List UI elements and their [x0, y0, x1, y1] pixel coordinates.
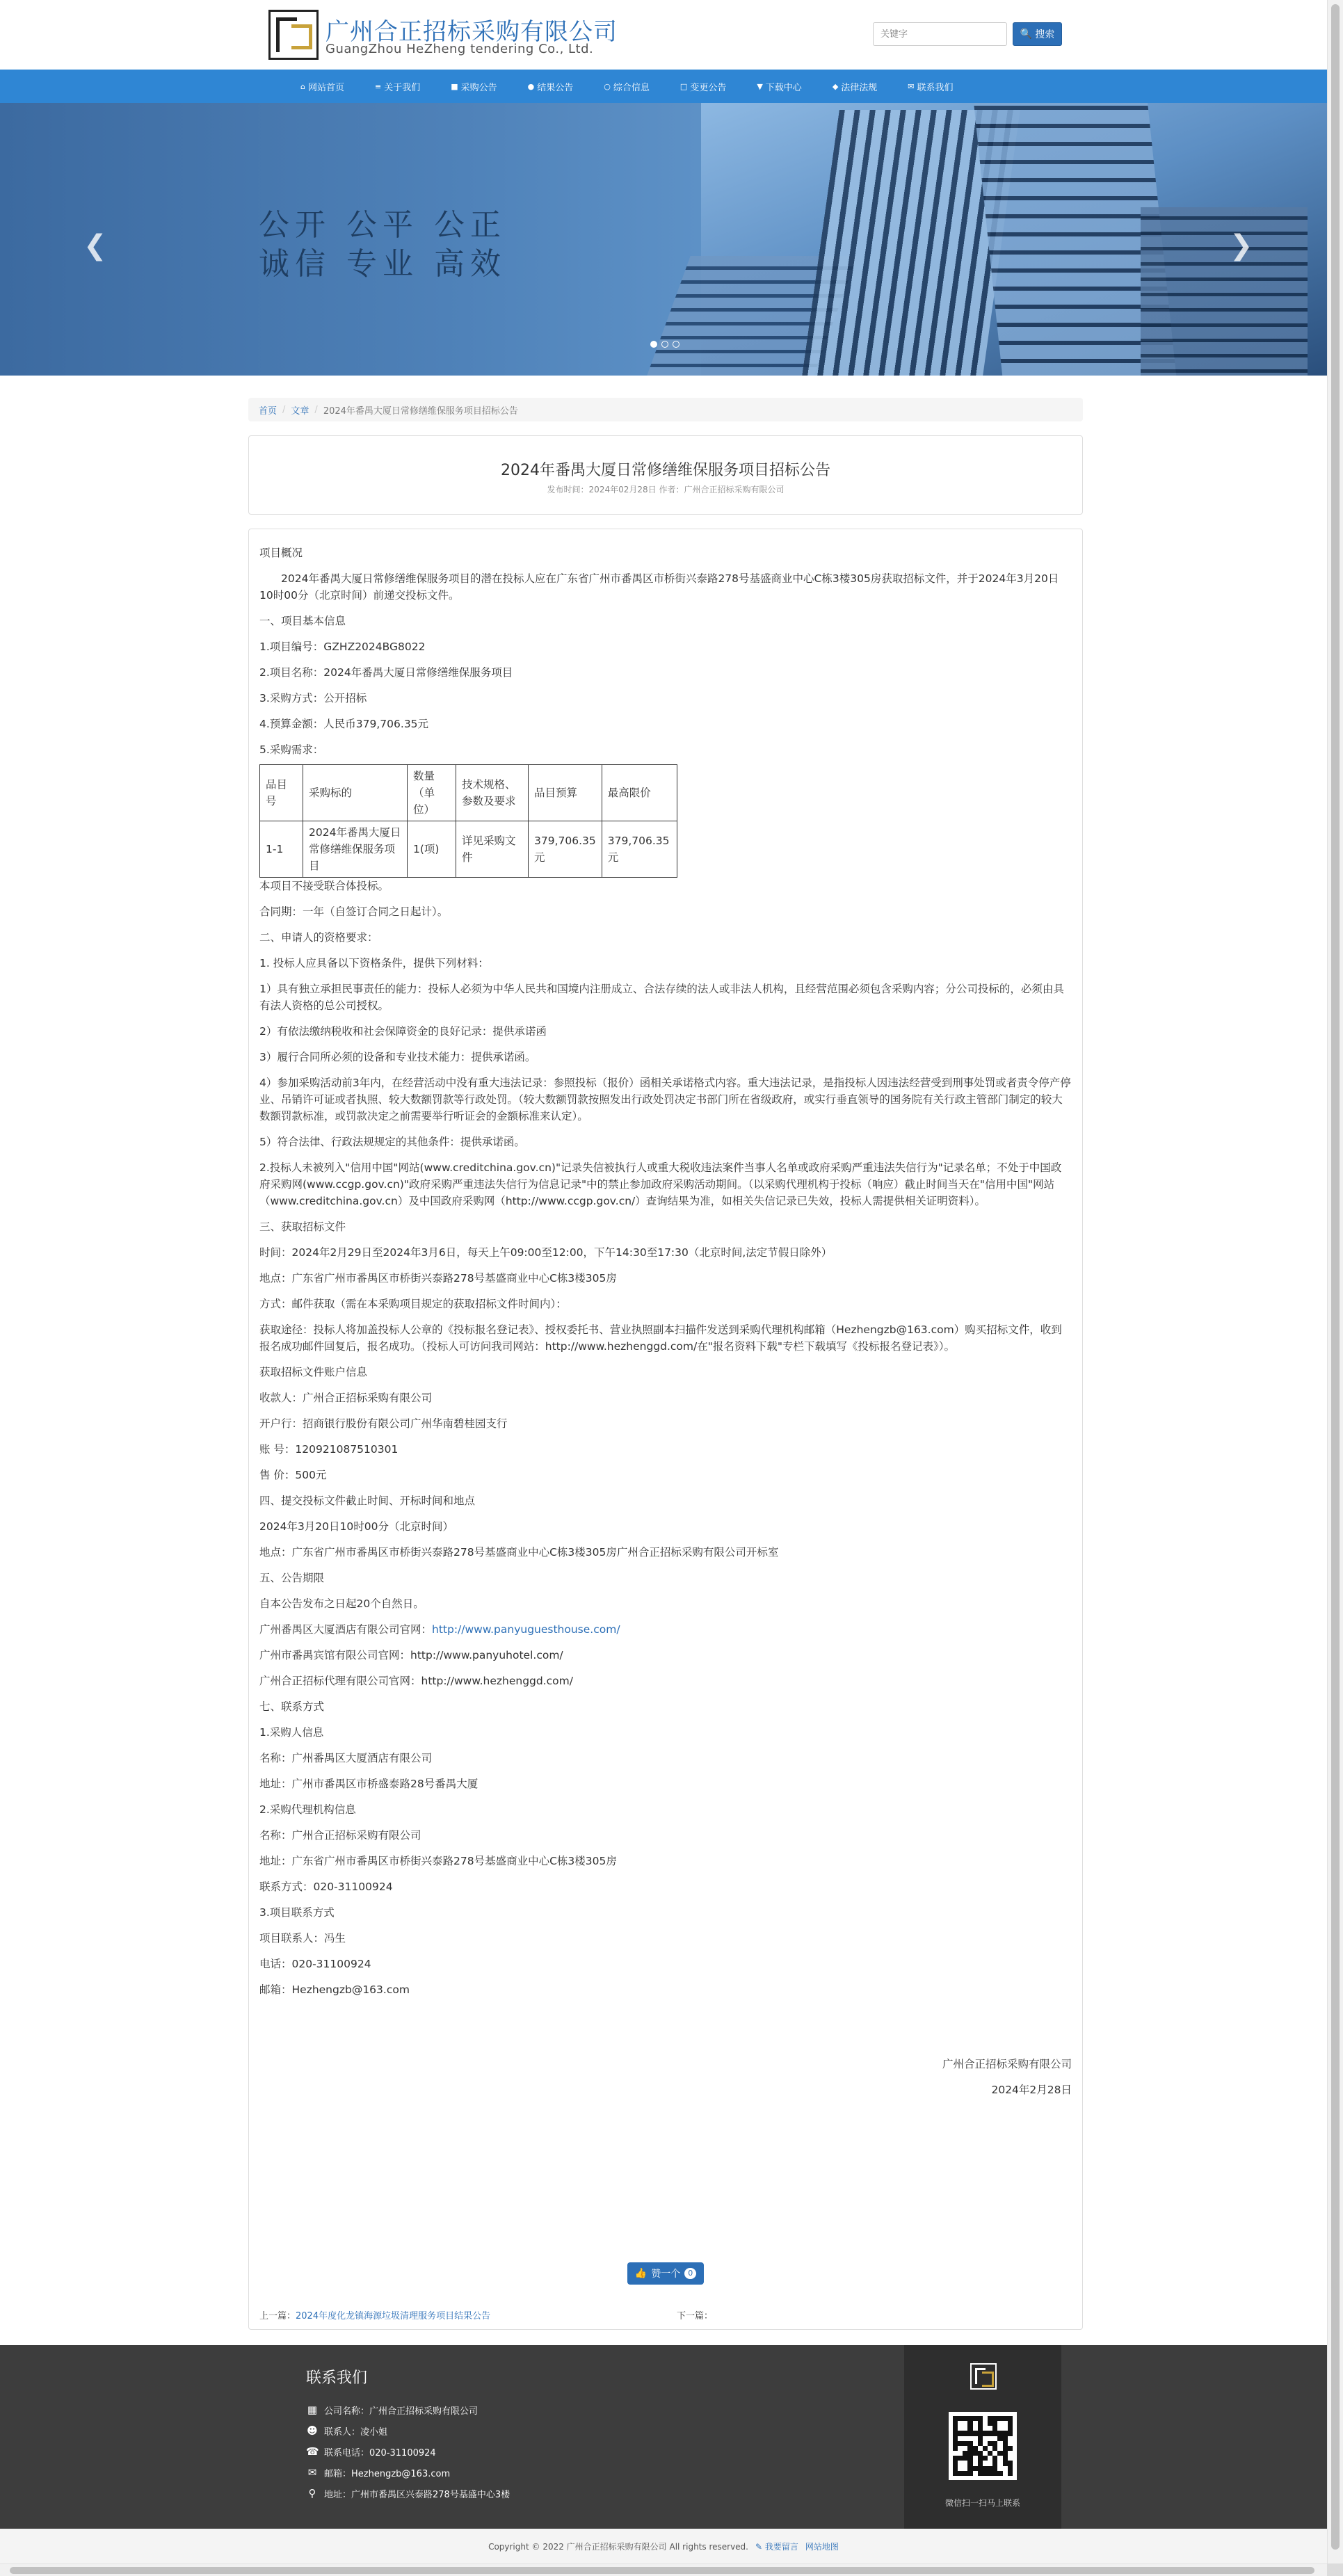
article-paragraph: 收款人：广州合正招标采购有限公司 — [259, 1392, 433, 1404]
prev-label: 上一篇： — [259, 2311, 296, 2321]
wechat-qr-code — [949, 2412, 1017, 2480]
article-paragraph: 账 号：120921087510301 — [259, 1443, 399, 1456]
table-header-cell: 品目预算 — [529, 765, 602, 821]
procurement-table — [259, 764, 677, 878]
breadcrumb-home[interactable]: 首页 — [259, 405, 278, 417]
article-body — [259, 545, 1072, 2107]
nav-item-laws[interactable] — [817, 80, 892, 93]
table-header-cell: 数量（单位） — [408, 765, 456, 821]
guestbook-label: 我要留言 — [764, 2541, 798, 2552]
qr-caption: 微信扫一扫马上联系 — [944, 2498, 1020, 2508]
breadcrumb — [248, 398, 1083, 421]
article-paragraph: 三、获取招标文件 — [259, 1221, 346, 1233]
thumbs-up-icon: 👍 — [634, 2268, 648, 2279]
article-meta: 发布时间：2024年02月28日 作者：广州合正招标采购有限公司 — [547, 485, 785, 494]
footer-row-text: 地址：广州市番禺区兴泰路278号基盛中心3楼 — [324, 2489, 510, 2500]
calendar-icon: □ — [679, 81, 688, 91]
banner-building — [1141, 207, 1308, 376]
guestbook-link[interactable] — [755, 2541, 798, 2552]
article-paragraph: 5.采购需求： — [259, 743, 324, 756]
breadcrumb-separator: / — [282, 404, 286, 415]
nav-item-label: 变更公告 — [690, 82, 727, 93]
lock-icon: ■ — [451, 81, 458, 91]
next-article — [677, 2308, 713, 2321]
article-paragraph: 项目联系人：冯生 — [259, 1932, 346, 1945]
nav-item-label: 网站首页 — [307, 82, 344, 93]
article-paragraph: 2.项目名称：2024年番禺大厦日常修缮维保服务项目 — [259, 666, 513, 679]
article-paragraph: 合同期：一年（自签订合同之日起计）。 — [259, 905, 449, 918]
nav-item-home[interactable] — [285, 80, 360, 93]
prev-article-link[interactable]: 2024年度化龙镇海源垃圾清理服务项目结果公告 — [296, 2311, 491, 2321]
article-paragraph: 二、申请人的资格要求： — [259, 931, 378, 944]
table-cell: 379,706.35元 — [602, 821, 677, 878]
table-cell: 1(项) — [408, 821, 456, 878]
table-header-cell: 采购标的 — [303, 765, 408, 821]
mail-icon: ✉ — [307, 2466, 317, 2479]
company-logo[interactable] — [268, 10, 319, 60]
article-paragraph: 广州合正招标代理有限公司官网：http://www.hezhenggd.com/ — [259, 1675, 573, 1687]
hero-banner — [0, 103, 1327, 376]
article-paragraph: 售 价：500元 — [259, 1469, 327, 1481]
article-paragraph: 时间：2024年2月29日至2024年3月6日，每天上午09:00至12:00，下午14:30至17:30（北京时间,法定节假日除外） — [259, 1246, 833, 1259]
nav-item-results[interactable] — [513, 80, 589, 93]
main-nav — [0, 70, 1327, 103]
download-icon: ▼ — [757, 81, 763, 91]
next-label: 下一篇： — [677, 2311, 714, 2321]
footer-row — [306, 2441, 510, 2462]
article-paragraph: 4）参加采购活动前3年内，在经营活动中没有重大违法记录：参照投标（报价）函相关承诺格式内容。重大违法记录，是指投标人因违法经营受到刑事处罚或者责令停产停业、吊销许可证或者执照、较大数额罚款等行政处罚。（较大数额罚款按照发出行政处罚决定书部门所在省级政府，或实行垂直领导的国务院有关行政主管部门制定的较大数额罚款标准，或罚款决定之前需要举行听证会的金额标准来认定）。 — [259, 1077, 1071, 1122]
article-paragraph: 2024年番禺大厦日常修缮维保服务项目的潜在投标人应在广东省广州市番禺区市桥街兴泰路278号基盛商业中心C栋3楼305房获取招标文件，并于2024年3月20日10时00分（北京时间）前递交投标文件。 — [259, 572, 1059, 602]
table-header-cell: 最高限价 — [602, 765, 677, 821]
nav-item-downloads[interactable] — [741, 80, 817, 93]
breadcrumb-section[interactable]: 文章 — [291, 405, 309, 417]
table-header-row — [260, 765, 677, 821]
article-paragraph: 广州市番禺宾馆有限公司官网：http://www.panyuhotel.com/ — [259, 1649, 563, 1661]
copyright-text: Copyright © 2022 广州合正招标采购有限公司 All rights reserved. — [488, 2541, 748, 2552]
article-paragraph: 五、公告期限 — [259, 1572, 325, 1584]
phone-icon: ☎ — [306, 2445, 319, 2458]
article-paragraph: 地址：广州市番禺区市桥盛泰路28号番禺大厦 — [259, 1778, 479, 1790]
search-icon: 🔍 — [1020, 29, 1033, 40]
article-paragraph: 2）有依法缴纳税收和社会保障资金的良好记录：提供承诺函 — [259, 1025, 547, 1038]
vertical-scrollbar[interactable] — [1327, 0, 1343, 2563]
article-paragraph: 七、联系方式 — [259, 1700, 325, 1713]
horizontal-scrollbar[interactable] — [0, 2563, 1327, 2576]
nav-item-procurement[interactable] — [435, 80, 512, 93]
article-paragraph: 1.采购人信息 — [259, 1726, 324, 1739]
carousel-dot[interactable] — [661, 341, 668, 348]
article-paragraph: 5）符合法律、行政法规规定的其他条件：提供承诺函。 — [259, 1136, 525, 1148]
article-paragraph: 开户行：招商银行股份有限公司广州华南碧桂园支行 — [259, 1417, 508, 1430]
footer-row — [306, 2420, 510, 2441]
search-input[interactable] — [873, 22, 1007, 46]
article-paragraph: 地点：广东省广州市番禺区市桥街兴泰路278号基盛商业中心C栋3楼305房广州合正招标采购有限公司开标室 — [259, 1546, 779, 1559]
breadcrumb-current: 2024年番禺大厦日常修缮维保服务项目招标公告 — [323, 405, 518, 417]
signature-date: 2024年2月28日 — [991, 2084, 1072, 2096]
footer-row — [306, 2399, 510, 2420]
footer-logo — [970, 2363, 997, 2390]
article-paragraph: 联系方式：020-31100924 — [259, 1881, 393, 1893]
article-paragraph: 一、项目基本信息 — [259, 615, 346, 627]
article-paragraph: 方式：邮件获取（需在本采购项目规定的获取招标文件时间内）： — [259, 1298, 567, 1310]
circle-icon: ● — [527, 81, 535, 91]
nav-item-label: 结果公告 — [537, 82, 574, 93]
carousel-prev-icon[interactable]: ❮ — [83, 230, 107, 261]
like-button[interactable] — [627, 2262, 704, 2285]
like-label: 赞一个 — [651, 2269, 681, 2280]
nav-item-info[interactable] — [588, 80, 665, 93]
contact-icon: ✉ — [908, 81, 915, 91]
carousel-indicators — [650, 341, 679, 348]
article-paragraph: 邮箱：Hezhengzb@163.com — [259, 1983, 410, 1996]
nav-item-changes[interactable] — [665, 80, 741, 93]
article-paragraph: 3）履行合同所必须的设备和专业技术能力：提供承诺函。 — [259, 1051, 536, 1063]
nav-item-contact[interactable] — [892, 80, 968, 93]
location-icon: ⚲ — [308, 2487, 316, 2499]
nav-item-label: 采购公告 — [460, 82, 497, 93]
article-paragraph: 地点：广东省广州市番禺区市桥街兴泰路278号基盛商业中心C栋3楼305房 — [259, 1272, 617, 1285]
table-header-cell: 品目号 — [260, 765, 303, 821]
carousel-dot[interactable] — [650, 341, 657, 348]
site-footer — [0, 2345, 1327, 2529]
article-paragraph: 获取途径：投标人将加盖投标人公章的《投标报名登记表》、授权委托书、营业执照副本扫描件发送到采购代理机构邮箱（Hezhengzb@163.com）购买招标文件，收到报名成功邮件回复后，报名成功。（投标人可访问我司网站：http://www.hezhenggd.com/在"报名资料下载"专栏下载填写《投标报名登记表》）。 — [259, 1323, 1062, 1353]
search-button[interactable] — [1013, 22, 1062, 46]
home-icon: ⌂ — [300, 81, 305, 91]
article-paragraph: 获取招标文件账户信息 — [259, 1366, 368, 1378]
carousel-next-icon[interactable]: ❯ — [1230, 230, 1253, 261]
comment-icon: ✎ — [755, 2541, 763, 2552]
article-paragraph: 4.预算金额：人民币379,706.35元 — [259, 718, 429, 730]
nav-item-label: 法律法规 — [841, 82, 878, 93]
nav-item-label: 联系我们 — [917, 82, 954, 93]
article-paragraph: 地址：广东省广州市番禺区市桥街兴泰路278号基盛商业中心C栋3楼305房 — [259, 1855, 617, 1867]
company-name-cn[interactable]: 广州合正招标采购有限公司 — [325, 18, 618, 46]
article-paragraph: 3.项目联系方式 — [259, 1906, 335, 1919]
article-paragraph: 1.项目编号：GZHZ2024BG8022 — [259, 641, 426, 653]
list-icon: ≡ — [375, 81, 382, 91]
gavel-icon: ◆ — [832, 81, 839, 91]
article-paragraph: 四、提交投标文件截止时间、开标时间和地点 — [259, 1495, 476, 1507]
qr-panel — [904, 2345, 1061, 2529]
article-body-panel — [248, 529, 1083, 2330]
nav-item-label: 综合信息 — [613, 82, 650, 93]
building-icon: ▦ — [307, 2404, 318, 2416]
table-cell: 379,706.35元 — [529, 821, 602, 878]
slogan-line: 诚信 专业 高效 — [259, 246, 506, 282]
prev-article — [259, 2308, 490, 2321]
article-title: 2024年番禺大厦日常修缮维保服务项目招标公告 — [501, 462, 830, 479]
article-header — [248, 435, 1083, 515]
table-row — [260, 821, 677, 878]
footer-row-text: 公司名称：广州合正招标采购有限公司 — [324, 2406, 479, 2417]
article-paragraph: 电话：020-31100924 — [259, 1958, 371, 1970]
slogan-line: 公开 公平 公正 — [259, 207, 506, 243]
article-paragraph: 2024年3月20日10时00分（北京时间） — [259, 1520, 453, 1533]
article-paragraph: 3.采购方式：公开招标 — [259, 692, 367, 705]
site-link[interactable]: http://www.panyuguesthouse.com/ — [432, 1623, 620, 1636]
search-button-label: 搜索 — [1035, 29, 1055, 40]
scrollbar-corner — [1327, 2563, 1343, 2576]
people-icon: ☻ — [307, 2424, 318, 2437]
table-cell: 2024年番禺大厦日常修缮维保服务项目 — [303, 821, 408, 878]
article-paragraph: 1. 投标人应具备以下资格条件，提供下列材料： — [259, 957, 489, 969]
banner-slogan — [259, 206, 506, 284]
company-name-en: GuangZhou HeZheng tendering Co., Ltd. — [325, 42, 594, 56]
table-cell: 详见采购文件 — [456, 821, 529, 878]
copyright-bar — [0, 2529, 1327, 2563]
table-cell: 1-1 — [260, 821, 303, 878]
signature-company: 广州合正招标采购有限公司 — [942, 2058, 1072, 2070]
article-paragraph: 1）具有独立承担民事责任的能力：投标人必须为中华人民共和国境内注册成立、合法存续的法人或非法人机构，且经营范围必须包含采购内容；分公司投标的，必须由具有法人资格的总公司授权。 — [259, 983, 1064, 1012]
site-header — [0, 0, 1327, 70]
article-paragraph: 自本公告发布之日起20个自然日。 — [259, 1597, 424, 1610]
sitemap-link[interactable]: 网站地图 — [805, 2541, 839, 2552]
vertical-scroll-thumb[interactable] — [1331, 4, 1340, 2550]
horizontal-scroll-thumb[interactable] — [10, 2567, 1314, 2574]
carousel-dot[interactable] — [673, 341, 679, 348]
nav-item-label: 关于我们 — [384, 82, 421, 93]
nav-item-label: 下载中心 — [765, 82, 802, 93]
like-count: 0 — [684, 2268, 696, 2279]
footer-row-text: 邮箱：Hezhengzb@163.com — [324, 2468, 451, 2479]
article-paragraph: 2.采购代理机构信息 — [259, 1803, 356, 1816]
table-header-cell: 技术规格、参数及要求 — [456, 765, 529, 821]
footer-row-text: 联系电话：020-31100924 — [324, 2447, 436, 2458]
article-paragraph — [259, 1621, 1072, 1638]
article-paragraph: 本项目不接受联合体投标。 — [259, 880, 389, 892]
site-label: 广州番禺区大厦酒店有限公司官网： — [259, 1623, 433, 1636]
article-paragraph: 名称：广州番禺区大厦酒店有限公司 — [259, 1752, 433, 1764]
bulb-icon: ○ — [604, 81, 611, 91]
article-paragraph: 项目概况 — [259, 547, 303, 559]
footer-contact-list — [306, 2399, 510, 2504]
footer-row — [306, 2462, 510, 2483]
footer-title: 联系我们 — [306, 2369, 368, 2387]
article-paragraph: 名称：广州合正招标采购有限公司 — [259, 1829, 421, 1842]
footer-row-text: 联系人：凌小姐 — [324, 2426, 388, 2438]
nav-item-about[interactable] — [360, 80, 435, 93]
breadcrumb-separator: / — [314, 404, 318, 415]
article-paragraph: 2.投标人未被列入"信用中国"网站(www.creditchina.gov.cn)"记录失信被执行人或重大税收违法案件当事人名单或政府采购严重违法失信行为"记录名单；不处于中国政府采购网(www.ccgp.gov.cn)"政府采购严重违法失信行为信息记录"中的禁止参加政府采购活动期间。（以采购代理机构于投标（响应）截止时间当天在"信用中国"网站（www.creditchina.gov.cn）及中国政府采购网（http://www.ccgp.gov.cn/）查询结果为准，如相关失信记录已失效，投标人需提供相关证明资料）。 — [259, 1161, 1062, 1207]
footer-row — [306, 2483, 510, 2504]
spacer — [259, 2007, 1072, 2056]
